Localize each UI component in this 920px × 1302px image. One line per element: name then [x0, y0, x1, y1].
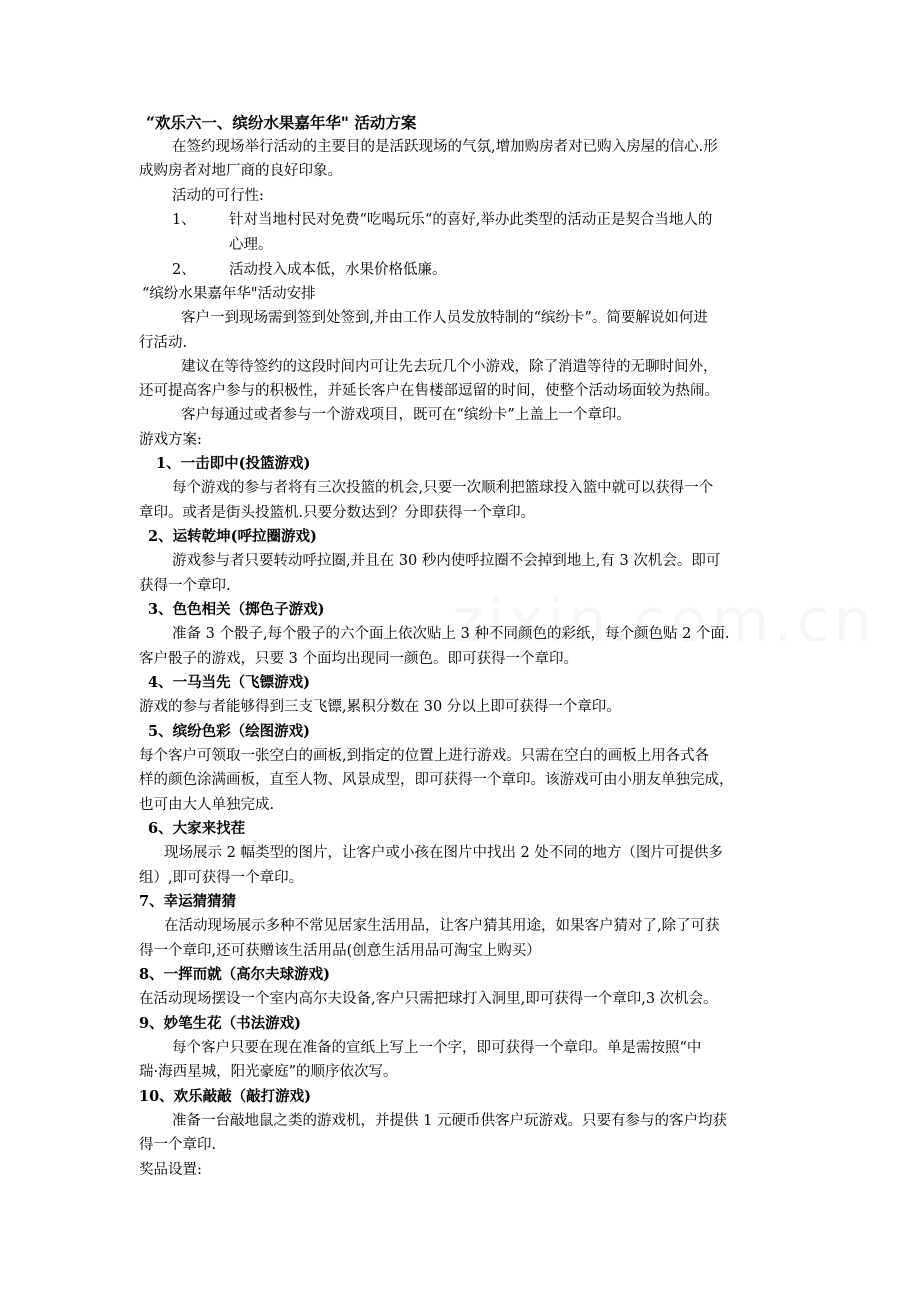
- arrangement-paragraph-line: 客户一到现场需到签到处签到,并由工作人员发放特制的“缤纷卡”。简要解说如何进: [181, 310, 708, 326]
- game-title: 7、幸运猜猜猜: [139, 893, 237, 910]
- feasibility-heading: 活动的可行性:: [172, 188, 264, 204]
- game-title: 4、一马当先（飞镖游戏): [148, 674, 310, 691]
- game-description-line: 现场展示 2 幅类型的图片，让客户或小孩在图片中找出 2 处不同的地方（图片可提供多: [164, 845, 723, 861]
- arrangement-paragraph-line: 客户每通过或者参与一个游戏项目，既可在“缤纷卡”上盖上一个章印。: [181, 407, 631, 423]
- list-number: 1、: [172, 212, 196, 228]
- game-title: 8、一挥而就（高尔夫球游戏): [139, 966, 330, 983]
- game-description-line: 瑞·海西星城，阳光豪庭”的顺序依次写。: [139, 1064, 398, 1080]
- list-item: 活动投入成本低，水果价格低廉。: [229, 262, 447, 278]
- watermark: [452, 586, 876, 656]
- game-description-line: 每个客户只要在现在准备的宣纸上写上一个字，即可获得一个章印。单是需按照“中: [172, 1040, 702, 1056]
- game-description-line: 组）,即可获得一个章印。: [139, 870, 304, 886]
- game-title: 2、运转乾坤(呼拉圈游戏): [148, 528, 317, 545]
- list-item: 针对当地村民对免费“吃喝玩乐“的喜好,举办此类型的活动正是契合当地人的: [229, 212, 713, 228]
- game-title: 6、大家来找茬: [148, 820, 246, 837]
- game-description-line: 样的颜色涂满画板，直至人物、风景成型，即可获得一个章印。该游戏可由小朋友单独完成，: [139, 772, 734, 788]
- game-description-line: 客户骰子的游戏，只要 3 个面均出现同一颜色。即可获得一个章印。: [139, 651, 578, 667]
- game-title: 10、欢乐敲敲（敲打游戏): [139, 1088, 312, 1105]
- game-title: 3、色色相关（掷色子游戏): [148, 601, 325, 618]
- game-description-line: 得一个章印.: [139, 1137, 217, 1153]
- game-description-line: 游戏的参与者能够得到三支飞镖,累积分数在 30 分以上即可获得一个章印。: [139, 699, 621, 715]
- game-description-line: 每个游戏的参与者将有三次投篮的机会,只要一次顺利把篮球投入篮中就可以获得一个: [172, 480, 714, 496]
- list-number: 2、: [172, 262, 196, 278]
- intro-paragraph-line: 成购房者对地厂商的良好印象。: [139, 163, 342, 179]
- game-description-line: 准备 3 个骰子,每个骰子的六个面上依次贴上 3 种不同颜色的彩纸，每个颜色贴 2 个面.: [172, 626, 730, 642]
- game-description-line: 获得一个章印.: [139, 578, 231, 594]
- game-description-line: 在活动现场摆设一个室内高尔夫设备,客户只需把球打入洞里,即可获得一个章印,3 次机会。: [139, 991, 718, 1007]
- game-title: 5、缤纷色彩（绘图游戏): [148, 723, 310, 740]
- game-description-line: 准备一台敲地鼠之类的游戏机，并提供 1 元硬币供客户玩游戏。只要有参与的客户均获: [172, 1113, 727, 1129]
- game-description-line: 也可由大人单独完成.: [139, 797, 275, 813]
- game-description-line: 在活动现场展示多种不常见居家生活用品，让客户猜其用途，如果客户猜对了,除了可获: [164, 918, 720, 934]
- game-title: 9、妙笔生花（书法游戏): [139, 1015, 301, 1032]
- arrangement-paragraph-line: 建议在等待签约的这段时间内可让先去玩几个小游戏，除了消遣等待的无聊时间外，: [181, 359, 718, 375]
- arrangement-heading: “缤纷水果嘉年华"活动安排: [142, 286, 316, 302]
- game-description-line: 游戏参与者只要转动呼拉圈,并且在 30 秒内使呼拉圈不会掉到地上,有 3 次机会。即可: [172, 553, 721, 569]
- games-heading: 游戏方案:: [139, 432, 202, 448]
- game-description-line: 每个客户可领取一张空白的画板,到指定的位置上进行游戏。只需在空白的画板上用各式各: [139, 748, 710, 764]
- intro-paragraph-line: 在签约现场举行活动的主要目的是活跃现场的气氛,增加购房者对已购入房屋的信心.形: [172, 139, 718, 155]
- game-title: 1、一击即中(投篮游戏): [156, 455, 311, 472]
- prize-heading: 奖品设置:: [139, 1162, 202, 1178]
- page-title: “欢乐六一、缤纷水果嘉年华" 活动方案: [146, 113, 417, 132]
- arrangement-paragraph-line: 行活动.: [139, 335, 188, 351]
- arrangement-paragraph-line: 还可提高客户参与的积极性，并延长客户在售楼部逗留的时间，使整个活动场面较为热闹。: [139, 383, 719, 399]
- game-description-line: 得一个章印,还可获赠该生活用品(创意生活用品可淘宝上购买）: [139, 943, 541, 959]
- game-description-line: 章印。或者是街头投篮机.只要分数达到？分即获得一个章印。: [139, 505, 536, 521]
- list-item: 心理。: [229, 237, 273, 253]
